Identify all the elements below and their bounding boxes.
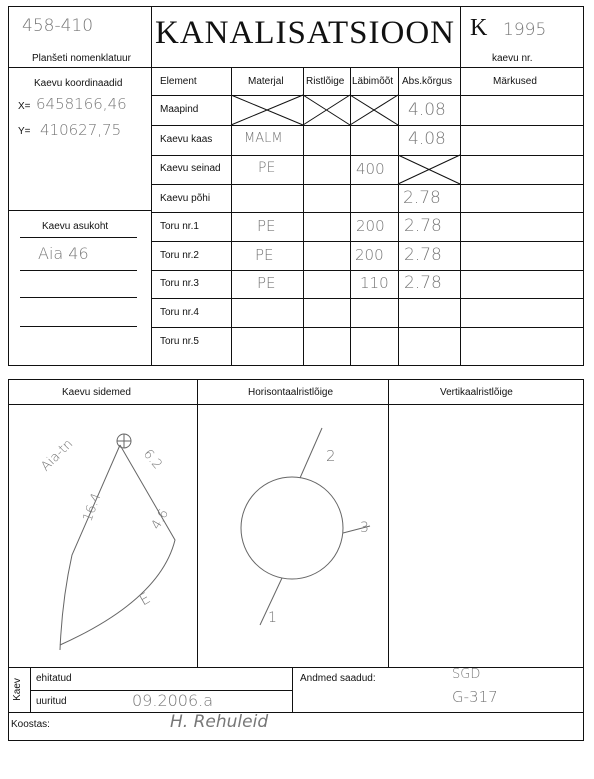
well-number-label: kaevu nr. <box>492 53 533 64</box>
col-header-abs-height: Abs.kõrgus <box>402 76 453 87</box>
abs-height-handwritten: 4.08 <box>408 129 446 149</box>
built-label: ehitatud <box>36 673 72 684</box>
abs-height-handwritten: 2.78 <box>404 245 442 265</box>
surveyed-date-handwritten: 09.2006.a <box>132 691 214 710</box>
ties-distance-handwritten: 6.2 <box>139 446 165 473</box>
y-value-handwritten: 410627,75 <box>40 121 122 139</box>
document-title: KANALISATSIOON <box>155 15 455 51</box>
x-value-handwritten: 6458166,46 <box>36 95 127 113</box>
abs-height-handwritten: 2.78 <box>404 216 442 236</box>
ties-distance-handwritten: 4.6 <box>148 506 173 533</box>
row-element: Toru nr.5 <box>160 336 199 347</box>
author-label: Koostas: <box>11 719 50 730</box>
location-label: Kaevu asukoht <box>42 221 109 232</box>
row-element: Kaevu seinad <box>160 163 221 174</box>
row-element: Toru nr.3 <box>160 278 199 289</box>
diameter-handwritten: 400 <box>356 160 385 178</box>
sheet-label: Planšeti nomenklatuur <box>32 53 131 64</box>
ties-mark-handwritten: E <box>136 588 154 610</box>
surveyed-label: uuritud <box>36 696 67 707</box>
material-handwritten: PE <box>255 246 274 264</box>
material-handwritten: PE <box>257 217 276 235</box>
row-element: Toru nr.2 <box>160 250 199 261</box>
coords-label: Kaevu koordinaadid <box>34 78 123 89</box>
location-value-handwritten: Aia 46 <box>38 244 89 263</box>
col-header-cross-section: Ristlõige <box>306 76 345 87</box>
ties-label: Kaevu sidemed <box>62 387 131 398</box>
diameter-handwritten: 200 <box>355 246 384 264</box>
abs-height-handwritten: 2.78 <box>404 273 442 293</box>
data-source-handwritten: SGD <box>452 667 481 682</box>
col-header-diameter: Läbimõõt <box>352 76 394 87</box>
ties-street-handwritten: Aia-tn <box>38 436 77 475</box>
y-label: Y= <box>18 126 31 137</box>
k-letter: K <box>470 15 489 41</box>
pipe-number-handwritten: 3 <box>360 520 369 536</box>
data-source-handwritten: G-317 <box>452 688 498 706</box>
horizontal-section-label: Horisontaalristlõige <box>248 387 334 398</box>
abs-height-handwritten: 4.08 <box>408 100 446 120</box>
pipe-number-handwritten: 2 <box>326 447 336 465</box>
diameter-handwritten: 200 <box>356 217 385 235</box>
row-element: Toru nr.4 <box>160 307 199 318</box>
well-side-label: Kaev <box>11 678 23 701</box>
col-header-material: Materjal <box>248 76 284 87</box>
material-handwritten: PE <box>258 160 276 176</box>
row-element: Kaevu põhi <box>160 193 211 204</box>
col-header-element: Element <box>160 76 197 87</box>
well-number-handwritten: 1995 <box>503 20 547 40</box>
diameter-handwritten: 110 <box>360 274 389 292</box>
sheet-number-handwritten: 458-410 <box>22 16 94 36</box>
x-label: X= <box>18 101 31 112</box>
material-handwritten: MALM <box>244 131 283 146</box>
row-element: Toru nr.1 <box>160 221 199 232</box>
author-signature-handwritten: H. Rehuleid <box>170 712 269 732</box>
material-handwritten: PE <box>257 274 276 292</box>
data-source-label: Andmed saadud: <box>300 673 376 684</box>
abs-height-handwritten: 2.78 <box>403 188 441 208</box>
pipe-number-handwritten: 1 <box>268 610 277 626</box>
vertical-section-label: Vertikaalristlõige <box>440 387 513 398</box>
row-element: Maapind <box>160 104 199 115</box>
col-header-remarks: Märkused <box>493 76 537 87</box>
row-element: Kaevu kaas <box>160 134 213 145</box>
ties-distance-handwritten: 16.4 <box>80 491 105 524</box>
